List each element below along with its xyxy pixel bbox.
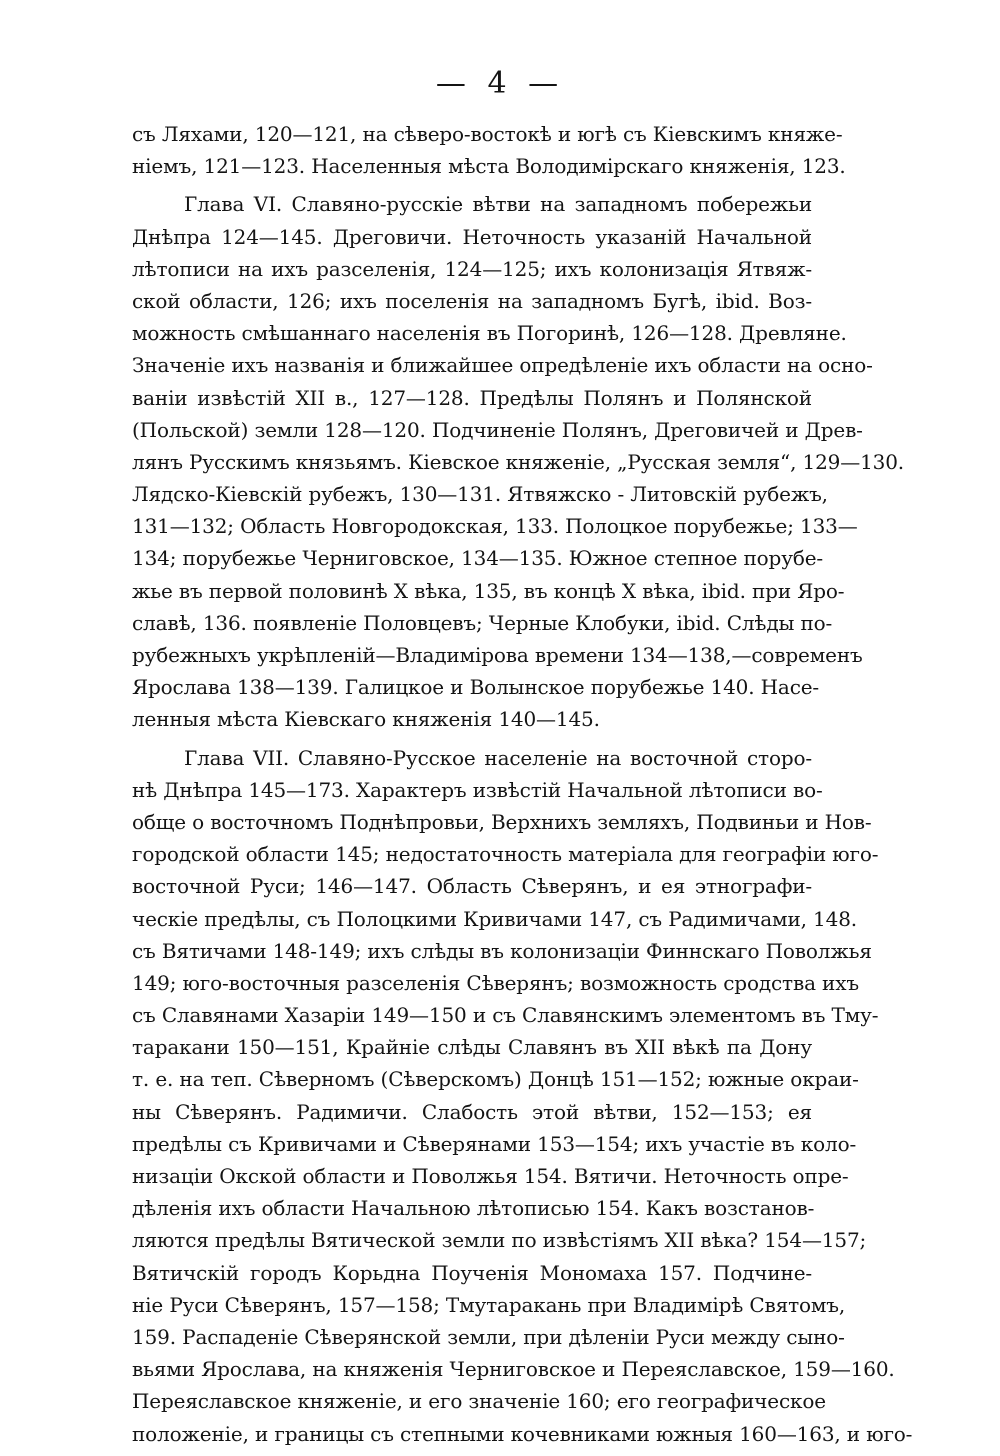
text-line: 134; порубежье Черниговское, 134—135. Южное степное порубе- [132,546,824,571]
text-line: Переяславское княженіе, и его значеніе 160; его географическое [132,1389,826,1414]
page-number: — 4 — [435,66,565,101]
text-line: дѣленія ихъ области Начальною лѣтописью 154. Какъ возстанов- [132,1196,815,1221]
text-line: ляются предѣлы Вятической земли по извѣстіямъ XII вѣка? 154—157; [132,1228,867,1253]
text-line: Значеніе ихъ названія и ближайшее опредѣленіе ихъ области на осно- [132,353,873,378]
text-line: лянъ Русскимъ князьямъ. Кіевское княженіе, „Русская земля“, 129—130. [132,449,905,474]
text-line: нѣ Днѣпра 145—173. Характеръ извѣстій Начальной лѣтописи во- [132,777,823,802]
text-line: лѣтописи на ихъ разселенія, 124—125; ихъ колонизація Ятвяж- [132,256,812,281]
paragraph [132,742,913,1450]
text-line: ской области, 126; ихъ поселенія на западномъ Бугѣ, ibid. Воз- [132,288,812,313]
text-line: ніемъ, 121—123. Населенныя мѣста Володимірскаго княженія, 123. [132,154,846,179]
text-line: Ярослава 138—139. Галицкое и Волынское порубежье 140. Насе- [132,675,820,700]
table-of-contents-text [132,118,913,1456]
text-line: положеніе, и границы съ степными кочевниками южныя 160—163, и юго- [132,1421,913,1446]
text-line: предѣлы съ Кривичами и Сѣверянами 153—154; ихъ участіе въ коло- [132,1131,857,1156]
text-line: съ Ляхами, 120—121, на сѣверо-востокѣ и югѣ съ Кіевскимъ княже- [132,122,843,146]
text-line: (Польской) земли 128—120. Подчиненіе Полянъ, Дреговичей и Древ- [132,417,863,442]
paragraph [132,188,905,735]
text-line: Лядско-Кіевскій рубежъ, 130—131. Ятвяжско - Литовскій рубежъ, [132,482,828,507]
text-line: славѣ, 136. появленіе Половцевъ; Черные Клобуки, ibid. Слѣды по- [132,610,833,635]
text-line: 149; юго-восточныя разселенія Сѣверянъ; возможность сродства ихъ [132,970,859,995]
text-line: 131—132; Область Новгородокская, 133. Полоцкое порубежье; 133— [132,514,858,539]
text-line: городской области 145; недостаточность матеріала для географіи юго- [132,842,879,867]
text-line: обще о восточномъ Поднѣпровьи, Верхнихъ земляхъ, Подвиньи и Нов- [132,809,872,834]
text-line: 159. Распаденіе Сѣверянской земли, при дѣленіи Руси между сыно- [132,1324,845,1349]
text-line: ленныя мѣста Кіевскаго княженія 140—145. [132,707,600,732]
text-line: Вятичскій городъ Корьдна Поученія Мономаха 157. Подчине- [132,1260,812,1285]
text-line: ческіе предѣлы, съ Полоцкими Кривичами 147, съ Радимичами, 148. [132,906,857,931]
text-line: низаціи Окской области и Поволжья 154. Вятичи. Неточность опре- [132,1164,849,1188]
text-line: вьями Ярослава, на княженія Черниговское и Переяславское, 159—160. [132,1357,895,1382]
text-line: ны Сѣверянъ. Радимичи. Слабость этой вѣтви, 152—153; ея [132,1099,812,1124]
paragraph [132,118,846,182]
text-line: съ Славянами Хазаріи 149—150 и съ Славянскимъ элементомъ въ Тму- [132,1003,879,1028]
text-line: ніе Руси Сѣверянъ, 157—158; Тмутаракань при Владимірѣ Святомъ, [132,1292,846,1317]
text-line: таракани 150—151, Крайніе слѣды Славянъ въ XII вѣкѣ па Дону [132,1035,812,1060]
text-line: ваніи извѣстій XII в., 127—128. Предѣлы Полянъ и Полянской [132,385,812,410]
text-line: Днѣпра 124—145. Дреговичи. Неточность указаній Начальной [132,224,812,249]
text-line: Глава VII. Славяно-Русское населеніе на восточной сторо- [184,745,812,770]
text-line: съ Вятичами 148-149; ихъ слѣды въ колонизаціи Финнскаго Поволжья [132,938,872,963]
text-line: можность смѣшаннаго населенія въ Погоринѣ, 126—128. Древляне. [132,321,847,346]
text-line: жье въ первой половинѣ X вѣка, 135, въ концѣ X вѣка, ibid. при Яро- [132,578,845,603]
text-line: восточной Руси; 146—147. Область Сѣверянъ, и ея этнографи- [132,874,812,899]
text-line: т. е. на теп. Сѣверномъ (Сѣверскомъ) Донцѣ 151—152; южные окраи- [132,1067,859,1092]
text-line: рубежныхъ укрѣпленій—Владимірова времени 134—138,—современъ [132,643,863,667]
text-line: Глава VI. Славяно-русскіе вѣтви на западномъ побережьи [184,192,812,217]
